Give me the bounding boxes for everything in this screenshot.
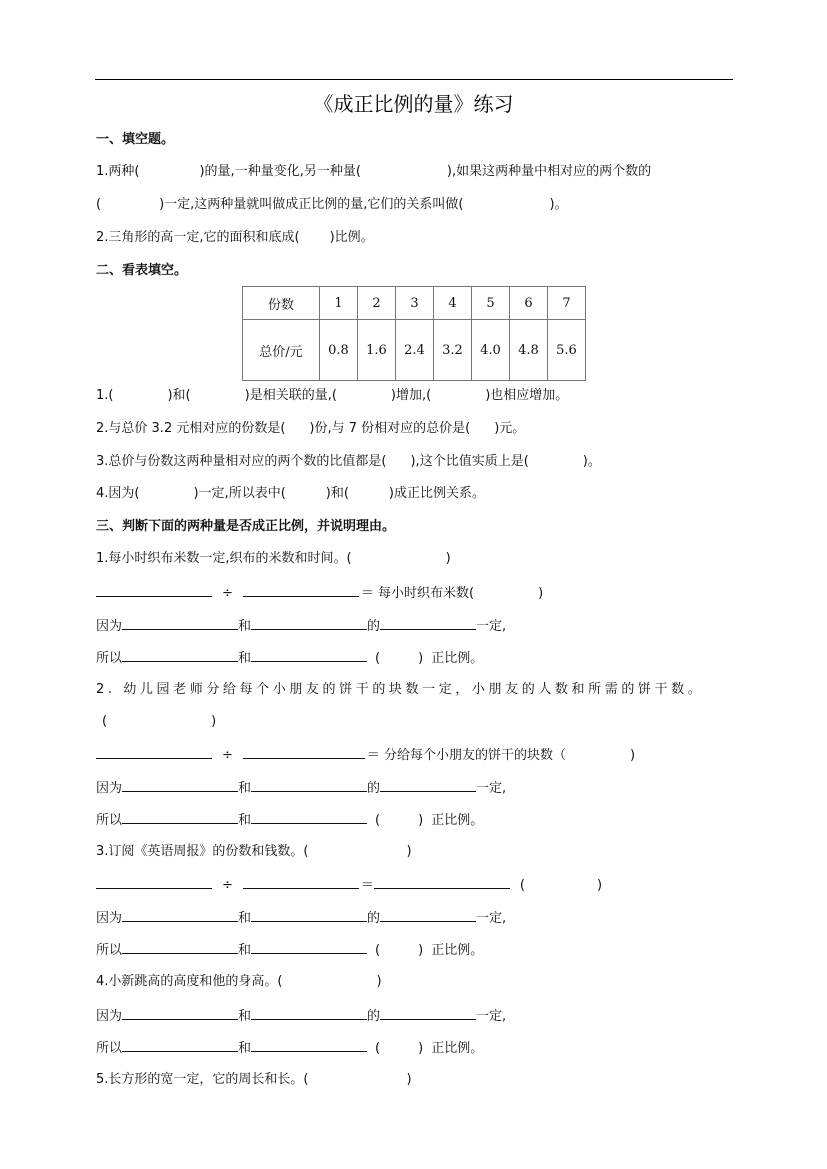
table-cell: 3	[396, 287, 434, 320]
table-cell: 4.8	[510, 320, 548, 381]
blank-line[interactable]	[96, 875, 212, 889]
table-cell: 5.6	[548, 320, 586, 381]
blank-line[interactable]	[374, 875, 510, 889]
s1-q1-line2: ( )一定,这两种量就叫做成正比例的量,它们的关系叫做( )。	[96, 197, 568, 212]
blank-line[interactable]	[251, 1006, 367, 1020]
s3-q1-text: 1.每小时织布米数一定,织布的米数和时间。( )	[96, 551, 451, 566]
blank-line[interactable]	[122, 616, 238, 630]
blank-line[interactable]	[251, 648, 367, 662]
blank-line[interactable]	[251, 1038, 367, 1052]
s3-q2-so: 所以 和 ( ) 正比例。	[96, 810, 483, 830]
blank-line[interactable]	[243, 583, 359, 597]
s3-q4-so: 所以 和 ( ) 正比例。	[96, 1038, 483, 1058]
blank-line[interactable]	[251, 778, 367, 792]
data-table	[242, 286, 586, 381]
table-row-values	[243, 320, 586, 381]
blank-line[interactable]	[96, 745, 212, 759]
header-rule	[95, 79, 733, 80]
blank-line[interactable]	[243, 745, 365, 759]
blank-line[interactable]	[122, 648, 238, 662]
blank-line[interactable]	[122, 1006, 238, 1020]
table-cell: 4.0	[472, 320, 510, 381]
s3-q3-so: 所以 和 ( ) 正比例。	[96, 940, 483, 960]
blank-line[interactable]	[122, 908, 238, 922]
table-cell: 7	[548, 287, 586, 320]
table-cell: 1	[320, 287, 358, 320]
table-cell: 1.6	[358, 320, 396, 381]
blank-line[interactable]	[122, 1038, 238, 1052]
s3-q1-equation: ÷ ＝ 每小时织布米数( )	[96, 583, 543, 603]
blank-line[interactable]	[251, 616, 367, 630]
table-cell: 5	[472, 287, 510, 320]
blank-line[interactable]	[251, 940, 367, 954]
s3-q1-so: 所以 和 ( ) 正比例。	[96, 648, 483, 668]
blank-line[interactable]	[380, 908, 476, 922]
s3-q1-because: 因为 和 的 一定,	[96, 616, 506, 636]
s3-q2-because: 因为 和 的 一定,	[96, 778, 506, 798]
section1-heading: 一、填空题。	[96, 132, 175, 147]
table-header-label: 份数	[243, 287, 320, 320]
blank-line[interactable]	[122, 778, 238, 792]
table-row-header	[243, 287, 586, 320]
page-title: 《成正比例的量》练习	[313, 92, 514, 116]
blank-line[interactable]	[96, 583, 212, 597]
s3-q2-paren: ( )	[102, 714, 217, 729]
table-cell: 6	[510, 287, 548, 320]
s3-q2-equation: ÷ ＝ 分给每个小朋友的饼干的块数（ )	[96, 745, 635, 765]
table-cell: 3.2	[434, 320, 472, 381]
blank-line[interactable]	[380, 778, 476, 792]
blank-line[interactable]	[243, 875, 359, 889]
blank-line[interactable]	[122, 810, 238, 824]
s2-q1: 1.( )和( )是相关联的量,( )增加,( )也相应增加。	[96, 388, 569, 403]
s2-q4: 4.因为( )一定,所以表中( )和( )成正比例关系。	[96, 486, 485, 501]
s3-q4-because: 因为 和 的 一定,	[96, 1006, 506, 1026]
table-cell: 2.4	[396, 320, 434, 381]
table-cell: 0.8	[320, 320, 358, 381]
table-row-label: 总价/元	[243, 320, 320, 381]
s3-q3-text: 3.订阅《英语周报》的份数和钱数。( )	[96, 844, 412, 859]
s3-q3-equation: ÷ ＝ ( )	[96, 875, 602, 895]
s1-q2: 2.三角形的高一定,它的面积和底成( )比例。	[96, 230, 374, 245]
s1-q1-line1: 1.两种( )的量,一种量变化,另一种量( ),如果这两种量中相对应的两个数的	[96, 164, 652, 179]
blank-line[interactable]	[380, 616, 476, 630]
section3-heading: 三、判断下面的两种量是否成正比例，并说明理由。	[96, 519, 396, 534]
table-cell: 4	[434, 287, 472, 320]
s3-q3-because: 因为 和 的 一定,	[96, 908, 506, 928]
blank-line[interactable]	[380, 1006, 476, 1020]
s2-q3: 3.总价与份数这两种量相对应的两个数的比值都是( ),这个比值实质上是( )。	[96, 454, 601, 469]
blank-line[interactable]	[122, 940, 238, 954]
blank-line[interactable]	[251, 908, 367, 922]
table-cell: 2	[358, 287, 396, 320]
s2-q2: 2.与总价 3.2 元相对应的份数是( )份,与 7 份相对应的总价是( )元。	[96, 421, 526, 436]
blank-line[interactable]	[251, 810, 367, 824]
s3-q4-text: 4.小新跳高的高度和他的身高。( )	[96, 974, 382, 989]
s3-q2-text: 2. 幼儿园老师分给每个小朋友的饼干的块数一定，小朋友的人数和所需的饼干数。	[96, 682, 705, 697]
s3-q5-text: 5.长方形的宽一定，它的周长和长。( )	[96, 1072, 412, 1087]
section2-heading: 二、看表填空。	[96, 263, 188, 278]
